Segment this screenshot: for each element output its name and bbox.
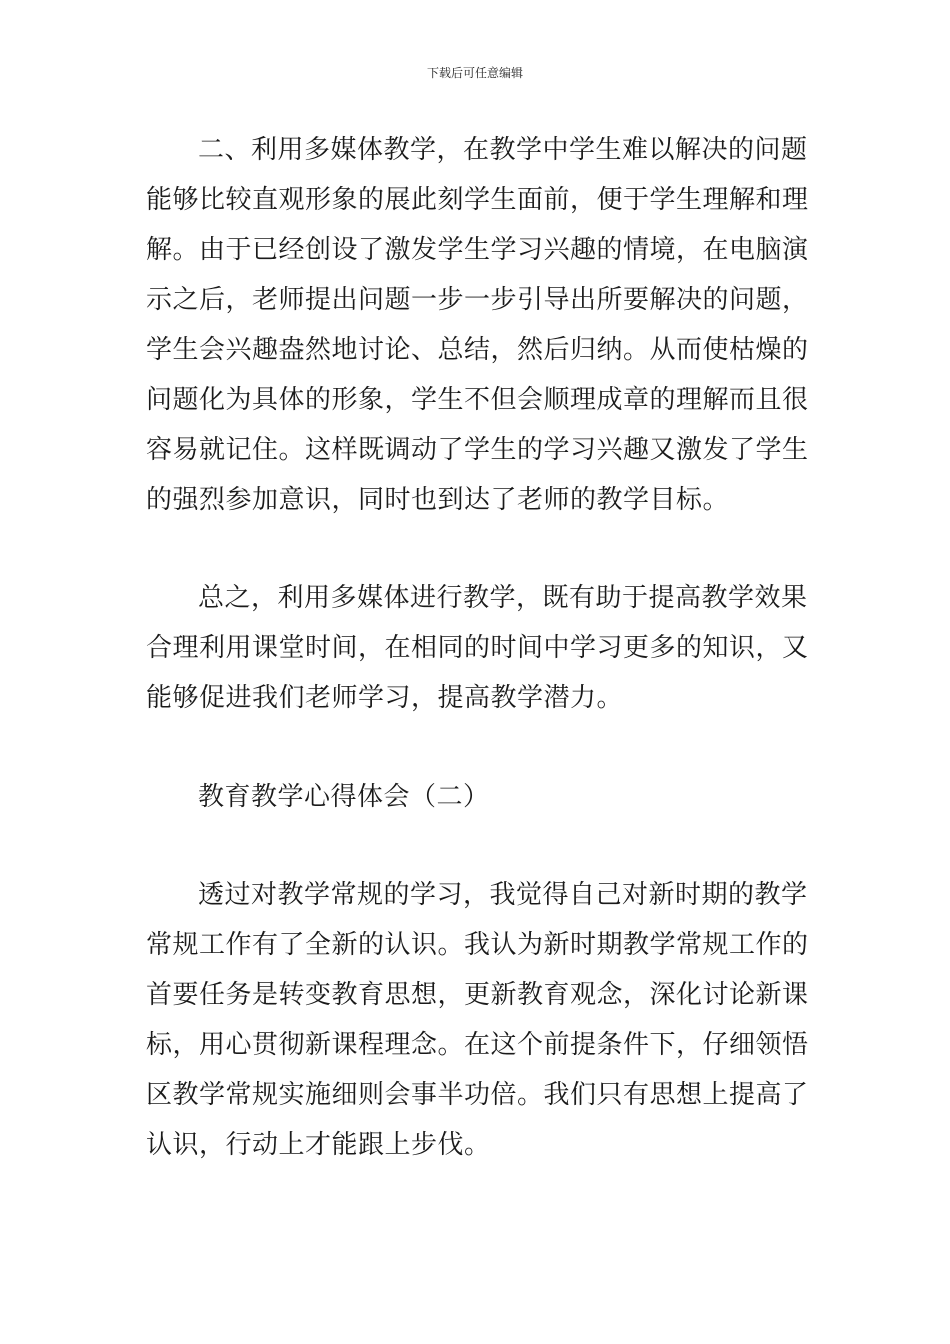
paragraph-line: 合理利用课堂时间，在相同的时间中学习更多的知识，又 [146, 633, 809, 663]
paragraph-line: 容易就记住。这样既调动了学生的学习兴趣又激发了学生 [146, 435, 809, 465]
paragraph-line: 学生会兴趣盎然地讨论、总结，然后归纳。从而使枯燥的 [146, 335, 809, 365]
paragraph-line: 首要任务是转变教育思想，更新教育观念，深化讨论新课 [146, 980, 809, 1010]
paragraph-line: 能够比较直观形象的展此刻学生面前，便于学生理解和理 [146, 185, 809, 215]
paragraph-line: 总之，利用多媒体进行教学，既有助于提高教学效果 [198, 583, 808, 613]
section-title [146, 772, 806, 822]
paragraph-line: 二、利用多媒体教学，在教学中学生难以解决的问题 [198, 135, 808, 165]
paragraph-line: 解。由于已经创设了激发学生学习兴趣的情境，在电脑演 [146, 235, 809, 265]
paragraph-line: 的强烈参加意识，同时也到达了老师的教学目标。 [146, 485, 730, 515]
paragraph-line: 能够促进我们老师学习，提高教学潜力。 [146, 683, 624, 713]
paragraph-conclusion [146, 573, 809, 723]
paragraph-line: 问题化为具体的形象，学生不但会顺理成章的理解而且很 [146, 385, 809, 415]
page-header: 下载后可任意编辑 [426, 66, 523, 80]
paragraph-line: 透过对教学常规的学习，我觉得自己对新时期的教学 [198, 880, 808, 910]
paragraph-line: 认识，行动上才能跟上步伐。 [146, 1130, 491, 1160]
paragraph-line: 常规工作有了全新的认识。我认为新时期教学常规工作的 [146, 930, 809, 960]
paragraph-teaching-routine [146, 870, 809, 1170]
paragraph-multimedia-teaching [146, 125, 809, 525]
paragraph-line: 标，用心贯彻新课程理念。在这个前提条件下，仔细领悟 [146, 1030, 809, 1060]
paragraph-line: 区教学常规实施细则会事半功倍。我们只有思想上提高了 [146, 1080, 809, 1110]
section-title-text: 教育教学心得体会（二） [198, 782, 490, 812]
paragraph-line: 示之后，老师提出问题一步一步引导出所要解决的问题， [146, 285, 809, 315]
